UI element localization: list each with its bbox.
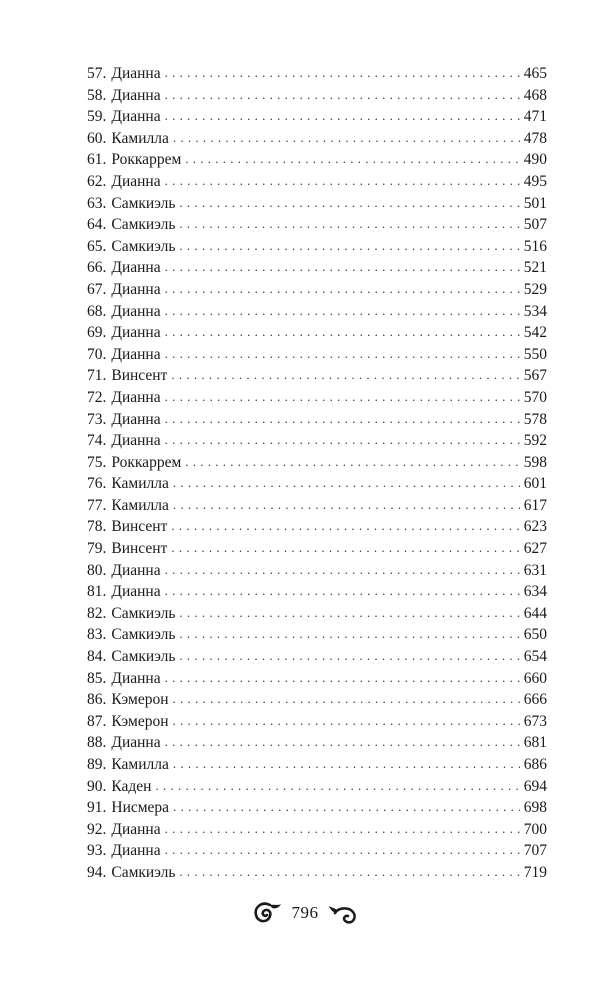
chapter-number: 91. <box>87 799 107 817</box>
chapter-number: 75. <box>87 453 107 471</box>
chapter-number: 63. <box>87 194 107 212</box>
chapter-page-number: 567 <box>523 367 547 385</box>
chapter-page-number: 601 <box>523 475 547 493</box>
toc-entry <box>87 322 547 344</box>
dot-leader <box>171 364 519 386</box>
dot-leader <box>165 62 520 84</box>
dot-leader <box>165 386 520 408</box>
chapter-title: Винсент <box>111 540 168 558</box>
toc-entry <box>87 128 547 150</box>
chapter-page-number: 673 <box>523 712 547 730</box>
chapter-title: Дианна <box>111 345 161 363</box>
chapter-number: 71. <box>87 367 107 385</box>
chapter-page-number: 627 <box>523 540 547 558</box>
dot-leader <box>165 256 520 278</box>
chapter-title: Роккаррем <box>111 453 182 471</box>
dot-leader <box>165 731 520 753</box>
chapter-page-number: 617 <box>523 496 547 514</box>
dot-leader <box>173 494 520 516</box>
chapter-title: Дианна <box>111 583 161 601</box>
toc-entry <box>87 257 547 279</box>
toc-entry <box>87 516 547 538</box>
chapter-title: Дианна <box>111 108 161 126</box>
dot-leader <box>179 861 519 883</box>
toc-entry <box>87 63 547 85</box>
chapter-page-number: 631 <box>523 561 547 579</box>
toc-entry <box>87 538 547 560</box>
chapter-title: Дианна <box>111 820 161 838</box>
toc-entry <box>87 149 547 171</box>
dot-leader <box>165 667 520 689</box>
chapter-number: 61. <box>87 151 107 169</box>
chapter-page-number: 654 <box>523 648 547 666</box>
chapter-number: 85. <box>87 669 107 687</box>
chapter-page-number: 698 <box>523 799 547 817</box>
chapter-title: Дианна <box>111 172 161 190</box>
chapter-number: 78. <box>87 518 107 536</box>
toc-entry <box>87 732 547 754</box>
toc-entry <box>87 236 547 258</box>
chapter-title: Дианна <box>111 259 161 277</box>
chapter-page-number: 634 <box>523 583 547 601</box>
chapter-title: Дианна <box>111 302 161 320</box>
chapter-title: Самкиэль <box>111 626 176 644</box>
dot-leader <box>173 710 520 732</box>
chapter-title: Дианна <box>111 842 161 860</box>
chapter-number: 69. <box>87 324 107 342</box>
chapter-page-number: 694 <box>523 777 547 795</box>
chapter-title: Камилла <box>111 129 169 147</box>
toc-entry <box>87 301 547 323</box>
chapter-number: 73. <box>87 410 107 428</box>
chapter-number: 74. <box>87 432 107 450</box>
dot-leader <box>165 429 520 451</box>
toc-entry <box>87 668 547 690</box>
dot-leader <box>173 472 520 494</box>
chapter-title: Кэмерон <box>111 691 169 709</box>
chapter-title: Камилла <box>111 475 169 493</box>
dot-leader <box>179 235 519 257</box>
chapter-page-number: 681 <box>523 734 547 752</box>
dot-leader <box>165 84 520 106</box>
chapter-page-number: 542 <box>523 324 547 342</box>
chapter-page-number: 570 <box>523 388 547 406</box>
dot-leader <box>165 278 520 300</box>
chapter-title: Дианна <box>111 388 161 406</box>
chapter-page-number: 468 <box>523 86 547 104</box>
chapter-number: 83. <box>87 626 107 644</box>
dot-leader <box>165 839 520 861</box>
toc-entry <box>87 754 547 776</box>
dot-leader <box>173 796 520 818</box>
toc-entry <box>87 819 547 841</box>
chapter-title: Роккаррем <box>111 151 182 169</box>
dot-leader <box>171 515 519 537</box>
chapter-page-number: 578 <box>523 410 547 428</box>
chapter-title: Дианна <box>111 65 161 82</box>
toc-entry <box>87 409 547 431</box>
chapter-page-number: 644 <box>523 604 547 622</box>
toc-entry <box>87 560 547 582</box>
dot-leader <box>173 753 520 775</box>
toc-entry <box>87 776 547 798</box>
chapter-number: 60. <box>87 129 107 147</box>
chapter-number: 90. <box>87 777 107 795</box>
chapter-page-number: 465 <box>523 65 547 82</box>
dot-leader <box>179 192 519 214</box>
dot-leader <box>179 645 519 667</box>
chapter-number: 81. <box>87 583 107 601</box>
chapter-number: 59. <box>87 108 107 126</box>
chapter-title: Кэмерон <box>111 712 169 730</box>
chapter-number: 70. <box>87 345 107 363</box>
chapter-number: 88. <box>87 734 107 752</box>
toc-entry <box>87 473 547 495</box>
dot-leader <box>165 343 520 365</box>
dot-leader <box>173 688 520 710</box>
chapter-number: 65. <box>87 237 107 255</box>
table-of-contents <box>87 63 547 884</box>
chapter-title: Самкиэль <box>111 216 176 234</box>
chapter-number: 58. <box>87 86 107 104</box>
chapter-title: Дианна <box>111 669 161 687</box>
chapter-title: Самкиэль <box>111 863 176 881</box>
chapter-number: 89. <box>87 756 107 773</box>
chapter-title: Дианна <box>111 280 161 298</box>
chapter-page-number: 529 <box>523 280 547 298</box>
toc-entry <box>87 171 547 193</box>
chapter-number: 92. <box>87 820 107 838</box>
chapter-page-number: 507 <box>523 216 547 234</box>
dot-leader <box>165 559 520 581</box>
chapter-page-number: 700 <box>523 820 547 838</box>
toc-entry <box>87 797 547 819</box>
chapter-page-number: 598 <box>523 453 547 471</box>
dot-leader <box>179 623 519 645</box>
page-footer <box>0 895 610 931</box>
chapter-number: 79. <box>87 540 107 558</box>
chapter-number: 64. <box>87 216 107 234</box>
swirl-flourish-icon <box>250 899 284 927</box>
chapter-title: Камилла <box>111 496 169 514</box>
chapter-number: 82. <box>87 604 107 622</box>
toc-entry <box>87 279 547 301</box>
chapter-page-number: 666 <box>523 691 547 709</box>
toc-entry <box>87 106 547 128</box>
chapter-number: 84. <box>87 648 107 666</box>
chapter-page-number: 495 <box>523 172 547 190</box>
chapter-title: Дианна <box>111 410 161 428</box>
toc-entry <box>87 193 547 215</box>
dot-leader <box>179 213 519 235</box>
dot-leader <box>185 148 519 170</box>
toc-entry <box>87 603 547 625</box>
dot-leader <box>173 127 520 149</box>
chapter-title: Самкиэль <box>111 648 176 666</box>
chapter-number: 80. <box>87 561 107 579</box>
chapter-page-number: 490 <box>523 151 547 169</box>
dot-leader <box>171 537 519 559</box>
chapter-page-number: 650 <box>523 626 547 644</box>
chapter-number: 94. <box>87 863 107 881</box>
chapter-page-number: 471 <box>523 108 547 126</box>
toc-entry <box>87 344 547 366</box>
dot-leader <box>165 580 520 602</box>
chapter-number: 77. <box>87 496 107 514</box>
dot-leader <box>165 170 520 192</box>
dot-leader <box>185 451 519 473</box>
chapter-page-number: 660 <box>523 669 547 687</box>
chapter-number: 76. <box>87 475 107 493</box>
chapter-number: 66. <box>87 259 107 277</box>
chapter-page-number: 686 <box>523 756 547 773</box>
chapter-page-number: 707 <box>523 842 547 860</box>
chapter-title: Каден <box>111 777 152 795</box>
chapter-title: Камилла <box>111 756 169 773</box>
toc-entry <box>87 430 547 452</box>
toc-entry <box>87 85 547 107</box>
chapter-number: 72. <box>87 388 107 406</box>
dot-leader <box>165 105 520 127</box>
dot-leader <box>165 321 520 343</box>
toc-entry <box>87 840 547 862</box>
chapter-number: 68. <box>87 302 107 320</box>
chapter-title: Нисмера <box>111 799 170 817</box>
dot-leader <box>165 818 520 840</box>
dot-leader <box>155 775 519 797</box>
chapter-title: Дианна <box>111 432 161 450</box>
chapter-number: 67. <box>87 280 107 298</box>
chapter-title: Дианна <box>111 734 161 752</box>
dot-leader <box>165 300 520 322</box>
toc-entry <box>87 711 547 733</box>
chapter-number: 62. <box>87 172 107 190</box>
swirl-flourish-icon <box>327 899 361 927</box>
chapter-page-number: 550 <box>523 345 547 363</box>
chapter-title: Дианна <box>111 561 161 579</box>
chapter-title: Дианна <box>111 324 161 342</box>
chapter-page-number: 719 <box>523 863 547 881</box>
toc-entry <box>87 624 547 646</box>
toc-entry <box>87 581 547 603</box>
toc-entry <box>87 214 547 236</box>
chapter-title: Винсент <box>111 518 168 536</box>
chapter-page-number: 623 <box>523 518 547 536</box>
toc-entry <box>87 365 547 387</box>
chapter-page-number: 478 <box>523 129 547 147</box>
chapter-page-number: 516 <box>523 237 547 255</box>
toc-entry <box>87 495 547 517</box>
chapter-title: Винсент <box>111 367 168 385</box>
chapter-number: 93. <box>87 842 107 860</box>
dot-leader <box>165 408 520 430</box>
toc-entry <box>87 689 547 711</box>
page-number: 796 <box>291 903 319 922</box>
chapter-number: 57. <box>87 65 107 82</box>
dot-leader <box>179 602 519 624</box>
chapter-page-number: 534 <box>523 302 547 320</box>
chapter-number: 86. <box>87 691 107 709</box>
chapter-title: Самкиэль <box>111 237 176 255</box>
chapter-page-number: 521 <box>523 259 547 277</box>
toc-entry <box>87 862 547 884</box>
chapter-title: Самкиэль <box>111 604 176 622</box>
chapter-title: Дианна <box>111 86 161 104</box>
toc-entry <box>87 452 547 474</box>
chapter-page-number: 592 <box>523 432 547 450</box>
chapter-page-number: 501 <box>523 194 547 212</box>
chapter-number: 87. <box>87 712 107 730</box>
toc-entry <box>87 387 547 409</box>
chapter-title: Самкиэль <box>111 194 176 212</box>
toc-entry <box>87 646 547 668</box>
